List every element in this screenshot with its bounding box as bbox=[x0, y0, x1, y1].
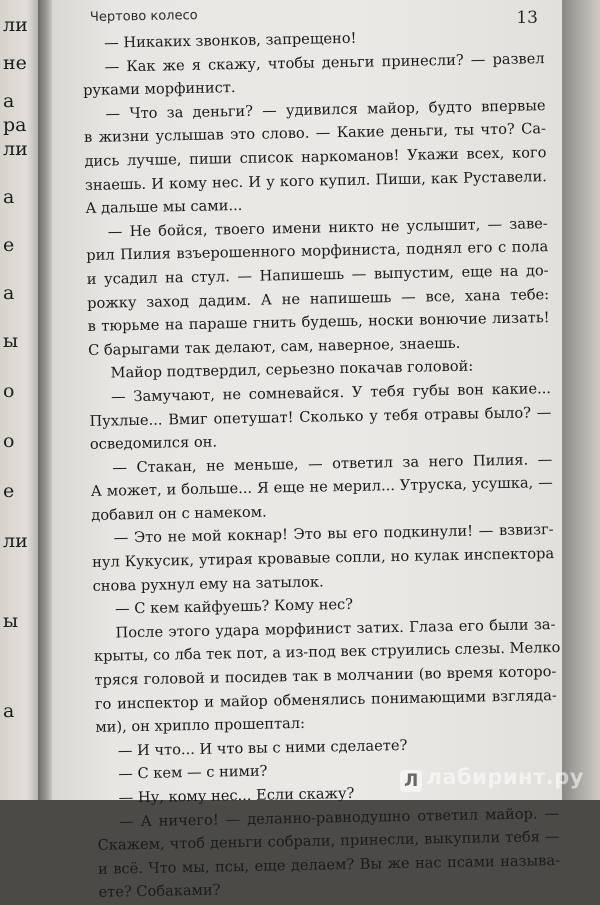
left-page-fragment: е bbox=[3, 480, 15, 502]
left-page-fragment: а bbox=[3, 282, 15, 304]
left-page-fragment: е bbox=[3, 234, 15, 256]
text-line: С барыгами так делают, сам, наверное, знаешь. bbox=[87, 334, 461, 359]
text-line: дись лучше, пиши список наркоманов! Укажи всех, кого bbox=[84, 144, 547, 170]
text-line: — И что... И что вы с ними сделаете? bbox=[117, 736, 408, 760]
text-line: Скажем, чтоб деньги собрали, принесли, выкупили тебя — bbox=[97, 828, 560, 855]
text-line: — С кем — с ними? bbox=[118, 762, 268, 783]
text-line: осведомился он. bbox=[89, 433, 218, 454]
left-page-fragment: ы bbox=[3, 330, 19, 352]
text-line: Майор подтвердил, серьезно покачав головой: bbox=[110, 357, 474, 382]
left-page-fragment: о bbox=[3, 380, 15, 402]
text-line: А дальше мы сами... bbox=[85, 197, 243, 218]
text-line: в тюрьме на параше гнить будешь, носки вонючие лизать! bbox=[87, 309, 550, 336]
text-line: — Никаких звонков, запрещено! bbox=[104, 29, 357, 52]
text-line: — С кем кайфуешь? Кому нес? bbox=[114, 596, 354, 618]
left-page-fragment: ли bbox=[3, 138, 28, 160]
running-title: Чертово колесо bbox=[89, 8, 198, 25]
page-stack-edge bbox=[562, 0, 600, 800]
text-line: ми), он хрипло прошептал: bbox=[95, 715, 306, 737]
text-line: — Стакан, не меньше, — ответил за него Пилия. — bbox=[112, 450, 553, 477]
left-page-fragment: а bbox=[3, 186, 15, 208]
book-gutter bbox=[38, 0, 52, 800]
text-line: снова рухнул ему на затылок. bbox=[92, 573, 324, 595]
left-page-fragment: ли bbox=[3, 530, 28, 552]
text-line: — Не бойся, твоего имени никто не услышит, — заве- bbox=[107, 214, 548, 241]
left-page-fragment: не bbox=[3, 52, 27, 74]
text-line: ете? Собаками? bbox=[98, 881, 221, 902]
text-line: Пухлые... Вмиг опетушат! Сколько у тебя отравы было? — bbox=[89, 403, 552, 430]
left-page-fragment: о bbox=[3, 430, 15, 452]
text-line: в жизни услышав это слово. — Какие деньги, ты что? Са- bbox=[83, 120, 547, 147]
text-line: и всё. Что мы, псы, еще делаем? Вы же нас псами называ- bbox=[97, 851, 561, 878]
text-line: После этого удара морфинист затих. Глаза его были за- bbox=[115, 615, 556, 642]
watermark-text: лабиринт.ру bbox=[426, 765, 584, 789]
text-line: добавил он с намеком. bbox=[91, 503, 267, 524]
book-page bbox=[52, 0, 562, 902]
text-line: — Замучают, не сомневайся. У тебя губы вон какие... bbox=[110, 379, 552, 406]
page-number: 13 bbox=[516, 8, 538, 28]
left-page-fragment: а bbox=[3, 700, 15, 722]
text-line: — Это не мой кокнар! Это вы его подкинули! — взвизг- bbox=[113, 521, 554, 547]
left-page-fragment: а bbox=[3, 90, 15, 112]
text-line: — А ничего! — деланно-равнодушно ответил майор. — bbox=[119, 804, 560, 831]
text-line: крыты, со лба тек пот, а из-под век струились слезы. Мелко bbox=[93, 639, 561, 666]
text-line: руками морфинист. bbox=[82, 79, 236, 100]
left-page-edge bbox=[0, 0, 38, 800]
left-page-fragment: ра bbox=[3, 114, 27, 136]
text-line: — Ну, кому нес... Если скажу? bbox=[118, 784, 355, 807]
text-line: знаешь. И кому нес. И у кого купил. Пиши, как Руставели. bbox=[84, 167, 548, 194]
labirint-logo-icon: Л bbox=[400, 770, 422, 792]
text-line: го инспектор и майор обменялись понимающими взгляда- bbox=[94, 686, 557, 713]
text-line: тряся головой и посидев так в молчании (во время которо- bbox=[94, 663, 557, 689]
text-line: рожку заход дадим. А не напишешь — все, хана тебе: bbox=[87, 285, 550, 312]
text-line: рил Пилия взъерошенного морфиниста, поднял его с пола bbox=[86, 238, 549, 265]
text-line: — Как же я скажу, чтобы деньги принесли? — развел bbox=[104, 49, 545, 76]
text-line: А может, и больше... Я еще не мерил... Утруска, усушка, — bbox=[90, 474, 553, 501]
watermark bbox=[400, 765, 584, 792]
left-page-fragment: ы bbox=[3, 610, 19, 632]
text-line: нул Кукусик, утирая кровавые сопли, но кулак инспектора bbox=[92, 545, 555, 571]
text-line: — Что за деньги? — удивился майор, будто впервые bbox=[105, 96, 546, 123]
left-page-fragment: ли bbox=[3, 14, 28, 36]
text-line: и усадил на стул. — Напишешь — выпустим, еще на до- bbox=[86, 262, 549, 288]
